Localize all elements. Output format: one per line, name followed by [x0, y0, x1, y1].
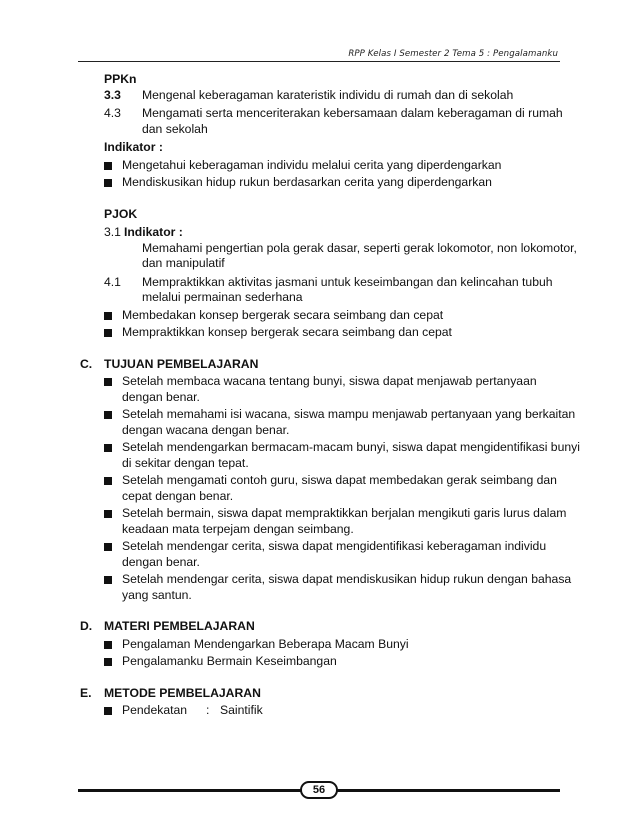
page-footer	[78, 780, 560, 804]
square-bullet-icon	[104, 510, 112, 518]
bullet-text: Membedakan konsep bergerak secara seimbang dan cepat	[122, 307, 444, 322]
bullet-text: Setelah mendengar cerita, siswa dapat mendiskusikan hidup rukun dengan bahasa yang santun.	[122, 572, 572, 602]
section-e	[80, 686, 580, 719]
ppkn-item-text: Mengenal keberagaman karateristik individu di rumah dan di sekolah	[142, 87, 514, 102]
pjok-item-text: Mempraktikkan aktivitas jasmani untuk keseimbangan dan kelincahan tubuh melalui permainan sederhana	[142, 274, 553, 304]
method-key: Pendekatan	[122, 703, 188, 717]
page-number: 56	[300, 781, 338, 799]
square-bullet-icon	[104, 641, 112, 649]
section-d	[80, 619, 580, 670]
document-body	[80, 72, 580, 719]
ppkn-item-number: 4.3	[104, 106, 121, 120]
bullet-text: Setelah mendengarkan bermacam-macam bunyi, siswa dapat mengidentifikasi bunyi di sekitar dengan tepat.	[122, 440, 580, 470]
pjok-item-number: 3.1	[104, 225, 121, 239]
section-letter: D.	[80, 619, 93, 633]
section-letter: E.	[80, 685, 92, 700]
pjok-section	[80, 207, 580, 341]
square-bullet-icon	[104, 179, 112, 187]
page-header	[78, 44, 560, 62]
section-c	[80, 357, 580, 604]
square-bullet-icon	[104, 477, 112, 485]
square-bullet-icon	[104, 576, 112, 584]
square-bullet-icon	[104, 378, 112, 386]
ppkn-bullet	[104, 175, 580, 191]
section-letter: C.	[80, 356, 93, 371]
section-title: METODE PEMBELAJARAN	[104, 685, 261, 700]
square-bullet-icon	[104, 707, 112, 715]
pjok-item	[104, 225, 580, 241]
square-bullet-icon	[104, 312, 112, 320]
method-separator: :	[206, 703, 210, 717]
bullet-text: Mendiskusikan hidup rukun berdasarkan cerita yang diperdengarkan	[122, 175, 492, 189]
bullet-text: Setelah mengamati contoh guru, siswa dapat membedakan gerak seimbang dan cepat dengan benar.	[122, 473, 557, 503]
ppkn-title: PPKn	[104, 72, 137, 86]
header-text: RPP Kelas I Semester 2 Tema 5 : Pengalamanku	[348, 49, 558, 59]
bullet-text: Pengalamanku Bermain Keseimbangan	[122, 654, 337, 668]
pjok-bullet	[104, 325, 580, 341]
material-bullet	[104, 637, 580, 653]
section-title: TUJUAN PEMBELAJARAN	[104, 356, 259, 371]
ppkn-item	[104, 106, 580, 137]
bullet-text: Mempraktikkan konsep bergerak secara seimbang dan cepat	[122, 325, 452, 339]
objective-bullet	[104, 374, 580, 405]
objective-bullet	[104, 539, 580, 570]
pjok-title: PJOK	[104, 206, 138, 221]
pjok-item	[104, 275, 580, 306]
square-bullet-icon	[104, 162, 112, 170]
ppkn-item-number: 3.3	[104, 87, 121, 102]
method-bullet	[104, 703, 580, 719]
objective-bullet	[104, 572, 580, 603]
ppkn-item-text: Mengamati serta menceriterakan kebersamaan dalam keberagaman di rumah dan sekolah	[142, 106, 563, 136]
square-bullet-icon	[104, 543, 112, 551]
section-title: MATERI PEMBELAJARAN	[104, 619, 255, 633]
pjok-item-number: 4.1	[104, 274, 121, 289]
pjok-bullet	[104, 308, 580, 324]
ppkn-indikator-label: Indikator :	[104, 140, 163, 154]
pjok-item-text: Memahami pengertian pola gerak dasar, seperti gerak lokomotor, non lokomotor, dan manipulatif	[142, 240, 577, 270]
ppkn-bullet	[104, 158, 580, 174]
ppkn-item	[104, 88, 580, 104]
square-bullet-icon	[104, 411, 112, 419]
objective-bullet	[104, 407, 580, 438]
pjok-indikator-label: Indikator :	[123, 225, 183, 239]
objective-bullet	[104, 473, 580, 504]
bullet-text: Setelah bermain, siswa dapat mempraktikkan berjalan mengikuti garis lurus dalam keadaan mata terpejam dengan seimbang.	[122, 506, 567, 536]
ppkn-section	[80, 72, 580, 191]
bullet-text: Pengalaman Mendengarkan Beberapa Macam Bunyi	[122, 636, 409, 651]
square-bullet-icon	[104, 444, 112, 452]
objective-bullet	[104, 506, 580, 537]
objective-bullet	[104, 440, 580, 471]
bullet-text: Mengetahui keberagaman individu melalui cerita yang diperdengarkan	[122, 157, 502, 172]
method-value: Saintifik	[220, 703, 263, 717]
bullet-text: Setelah membaca wacana tentang bunyi, siswa dapat menjawab pertanyaan dengan benar.	[122, 374, 537, 404]
bullet-text: Setelah memahami isi wacana, siswa mampu menjawab pertanyaan yang berkaitan dengan wacana dengan benar.	[122, 407, 576, 437]
bullet-text: Setelah mendengar cerita, siswa dapat mengidentifikasi keberagaman individu dengan benar.	[122, 539, 547, 569]
square-bullet-icon	[104, 658, 112, 666]
square-bullet-icon	[104, 329, 112, 337]
material-bullet	[104, 654, 580, 670]
